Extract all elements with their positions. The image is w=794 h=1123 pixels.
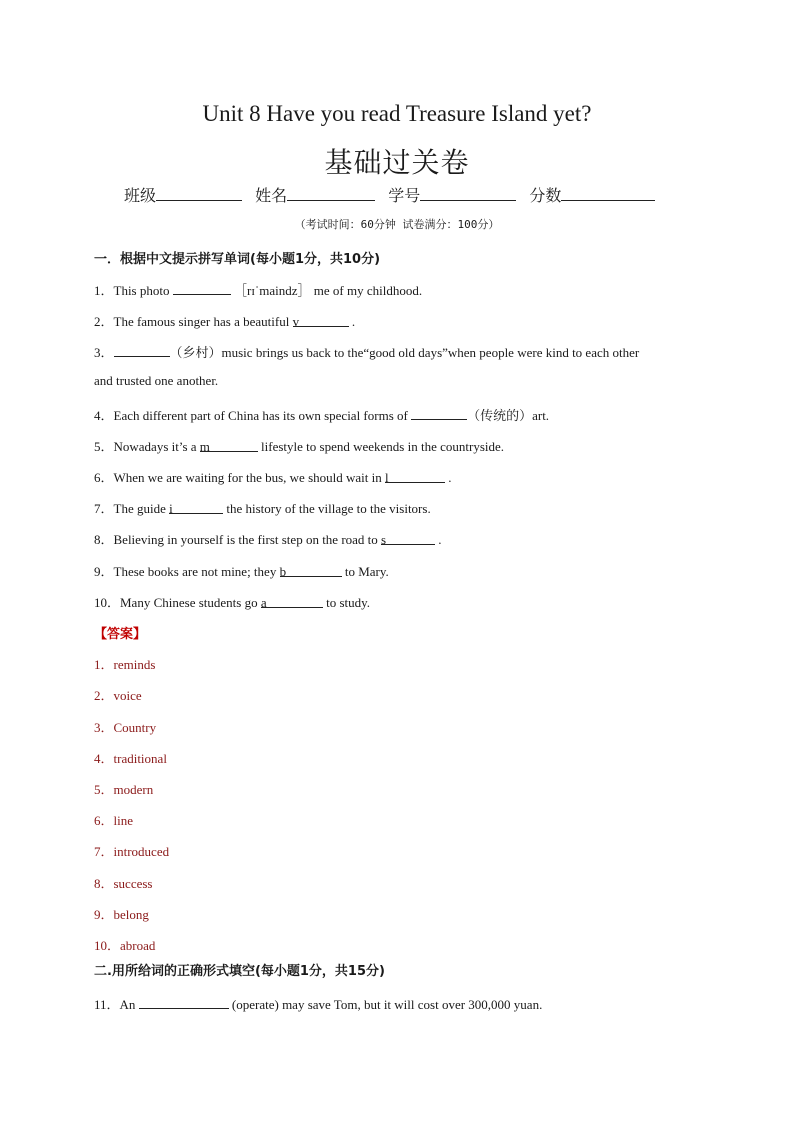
question-text: 11．An: [94, 997, 139, 1012]
answer-item: 6．line: [94, 813, 133, 828]
answer-blank[interactable]: [169, 501, 223, 514]
question-3-continued: and trusted one another.: [94, 373, 219, 388]
answer-item: 2．voice: [94, 688, 142, 703]
question-10: [94, 592, 370, 611]
hint-letter: l: [384, 470, 389, 485]
answer-item: 5．modern: [94, 782, 154, 797]
question-text: to study.: [322, 595, 371, 610]
question-4: [94, 405, 549, 424]
question-5: [94, 436, 504, 455]
answer-item: 1．reminds: [94, 657, 156, 672]
answer-item: 3．Country: [94, 720, 157, 735]
question-text: 10．Many Chinese students go: [94, 595, 261, 610]
answer-blank[interactable]: [411, 407, 467, 420]
question-1: [94, 280, 422, 299]
answer-blank[interactable]: [200, 439, 258, 452]
hint-letter: v: [292, 314, 300, 329]
class-blank[interactable]: [156, 185, 242, 201]
doc-subtitle: 基础过关卷: [324, 146, 470, 179]
hint-letter: s: [381, 532, 387, 547]
question-9: [94, 561, 389, 580]
question-text: 7．The guide: [94, 501, 170, 516]
answer-blank[interactable]: [139, 996, 229, 1009]
question-text: to Mary.: [341, 564, 389, 579]
student-id-label: 学号: [388, 186, 421, 205]
question-text: ［rɪˈmaindz］ me of my childhood.: [230, 283, 423, 298]
answer-item: 10．abroad: [94, 938, 156, 953]
answer-blank[interactable]: [381, 532, 435, 545]
answer-blank[interactable]: [280, 564, 342, 577]
section2-heading: 二.用所给词的正确形式填空(每小题1分，共15分): [94, 964, 385, 979]
hint-letter: m: [199, 439, 210, 454]
student-info-row: [124, 183, 663, 206]
question-text: 5．Nowadays it’s a: [94, 439, 200, 454]
question-text: 9．These books are not mine; they: [94, 564, 280, 579]
question-text: .: [444, 470, 452, 485]
question-text: (operate) may save Tom, but it will cost over 300,000 yuan.: [228, 997, 543, 1012]
question-11: [94, 994, 542, 1013]
question-text: .: [348, 314, 356, 329]
question-text: lifestyle to spend weekends in the countryside.: [257, 439, 505, 454]
question-text: 8．Believing in yourself is the first step on the road to: [94, 532, 382, 547]
hint-letter: i: [169, 501, 173, 516]
name-label: 姓名: [255, 186, 288, 205]
answer-blank[interactable]: [261, 595, 323, 608]
question-text: 6．When we are waiting for the bus, we should wait in: [94, 470, 385, 485]
answer-blank[interactable]: [173, 282, 231, 295]
answer-item: 9．belong: [94, 907, 149, 922]
question-3: [94, 342, 639, 361]
question-text: 3．: [94, 345, 114, 360]
question-text: 2．The famous singer has a beautiful: [94, 314, 293, 329]
hint-letter: a: [260, 595, 267, 610]
answer-blank[interactable]: [293, 314, 349, 327]
answer-blank[interactable]: [114, 344, 170, 357]
question-text: （传统的）art.: [467, 408, 550, 423]
question-7: [94, 498, 431, 517]
question-text: 4．Each different part of China has its own special forms of: [94, 408, 412, 423]
name-blank[interactable]: [287, 185, 375, 201]
answer-item: 8．success: [94, 876, 153, 891]
question-text: .: [435, 532, 442, 547]
score-blank[interactable]: [561, 185, 655, 201]
exam-note: （考试时间：60分钟 试卷满分：100分）: [294, 218, 500, 231]
hint-letter: b: [279, 564, 287, 579]
answer-item: 7．introduced: [94, 844, 170, 859]
section1-heading: 一．根据中文提示拼写单词(每小题1分，共10分): [94, 252, 381, 267]
question-2: [94, 311, 355, 330]
class-label: 班级: [124, 186, 157, 205]
question-6: [94, 467, 451, 486]
doc-title: Unit 8 Have you read Treasure Island yet?: [202, 101, 592, 126]
question-text: 1．This photo: [94, 283, 170, 298]
answer-item: 4．traditional: [94, 751, 167, 766]
score-label: 分数: [529, 186, 562, 205]
student-id-blank[interactable]: [420, 185, 516, 201]
question-8: [94, 529, 442, 548]
answer-heading: 【答案】: [94, 627, 147, 642]
answer-blank[interactable]: [385, 470, 445, 483]
question-text: the history of the village to the visitors.: [223, 501, 431, 516]
question-text: （乡村）music brings us back to the“good old days”when people were kind to each other: [169, 345, 640, 360]
